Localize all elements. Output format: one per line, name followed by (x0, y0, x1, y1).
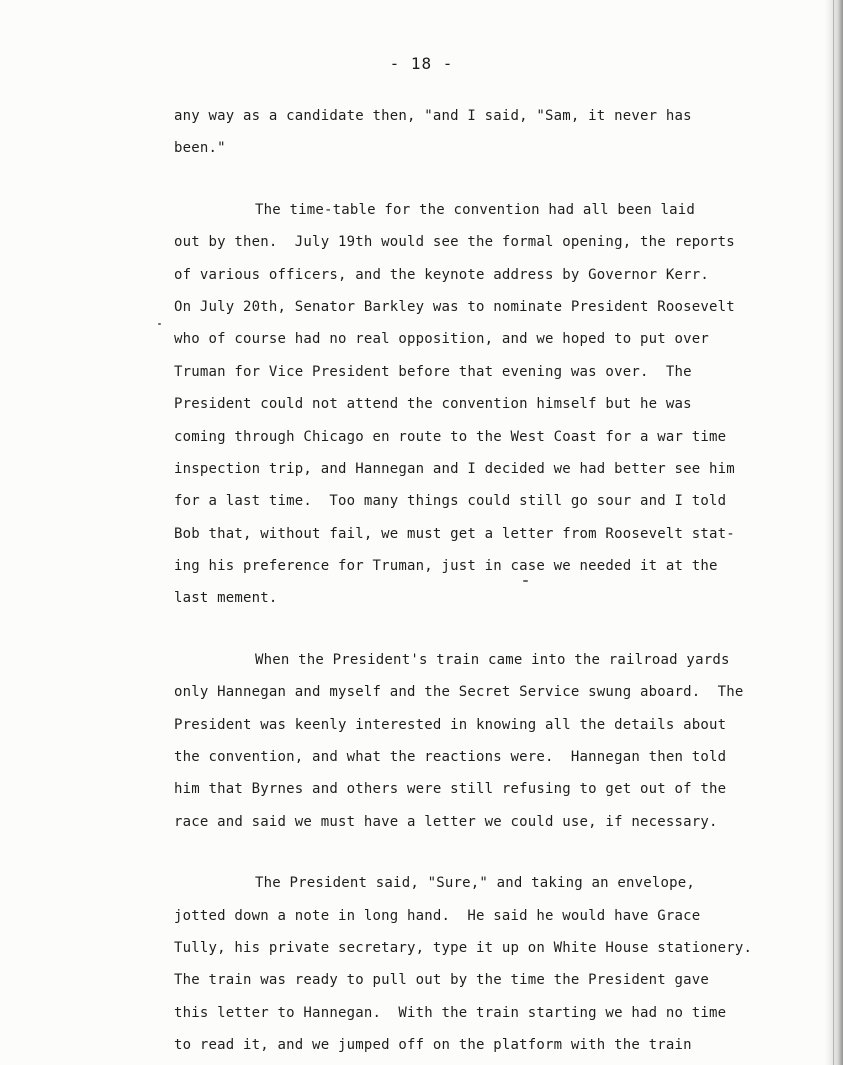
text-line: been." (174, 140, 226, 157)
text-line: race and said we must have a letter we could use, if necessary. (174, 813, 718, 830)
text-line: the convention, and what the reactions were. Hannegan then told (174, 749, 727, 766)
stray-mark (158, 323, 161, 325)
text-line: him that Byrnes and others were still refusing to get out of the (174, 781, 727, 798)
text-line: The train was ready to pull out by the time the President gave (174, 972, 709, 989)
text-line: of various officers, and the keynote address by Governor Kerr. (174, 266, 709, 283)
document-body (174, 100, 753, 1065)
text-line: any way as a candidate then, "and I said, "Sam, it never has (174, 108, 692, 124)
text-line: coming through Chicago en route to the West Coast for a war time (174, 428, 727, 445)
text-line: only Hannegan and myself and the Secret Service swung aboard. The (174, 684, 744, 701)
stray-mark (523, 580, 528, 582)
text-line: Tully, his private secretary, type it up on White House stationery. (174, 939, 753, 956)
text-line: When the President's train came into the railroad yards (255, 651, 730, 668)
text-line: out by then. July 19th would see the formal opening, the reports (174, 234, 735, 251)
text-line: Bob that, without fail, we must get a letter from Roosevelt stat- (174, 525, 735, 542)
paragraph-2 (174, 194, 735, 615)
text-line: jotted down a note in long hand. He said he would have Grace (174, 907, 701, 924)
page-edge-shadow (825, 0, 843, 1065)
text-line: ing his preference for Truman, just in case we needed it at the (174, 558, 718, 575)
page-edge-line (833, 0, 834, 1065)
text-line: to read it, and we jumped off on the platform with the train (174, 1037, 692, 1054)
paragraph-4 (174, 867, 753, 1061)
text-line: this letter to Hannegan. With the train starting we had no time (174, 1004, 727, 1021)
text-line: who of course had no real opposition, and we hoped to put over (174, 331, 709, 348)
paragraph-3 (174, 644, 744, 838)
text-line: for a last time. Too many things could still go sour and I told (174, 493, 727, 510)
text-line: The time-table for the convention had all been laid (255, 201, 696, 218)
text-line: Truman for Vice President before that evening was over. The (174, 363, 692, 380)
text-line: President was keenly interested in knowing all the details about (174, 716, 727, 733)
paragraph-1 (174, 100, 704, 165)
text-line: The President said, "Sure," and taking an envelope, (255, 875, 696, 892)
text-line: President could not attend the convention himself but he was (174, 396, 692, 413)
text-line: On July 20th, Senator Barkley was to nominate President Roosevelt (174, 298, 735, 315)
page-number: - 18 - (389, 54, 454, 73)
text-line: last mement. (174, 590, 278, 607)
text-line: inspection trip, and Hannegan and I decided we had better see him (174, 460, 735, 477)
